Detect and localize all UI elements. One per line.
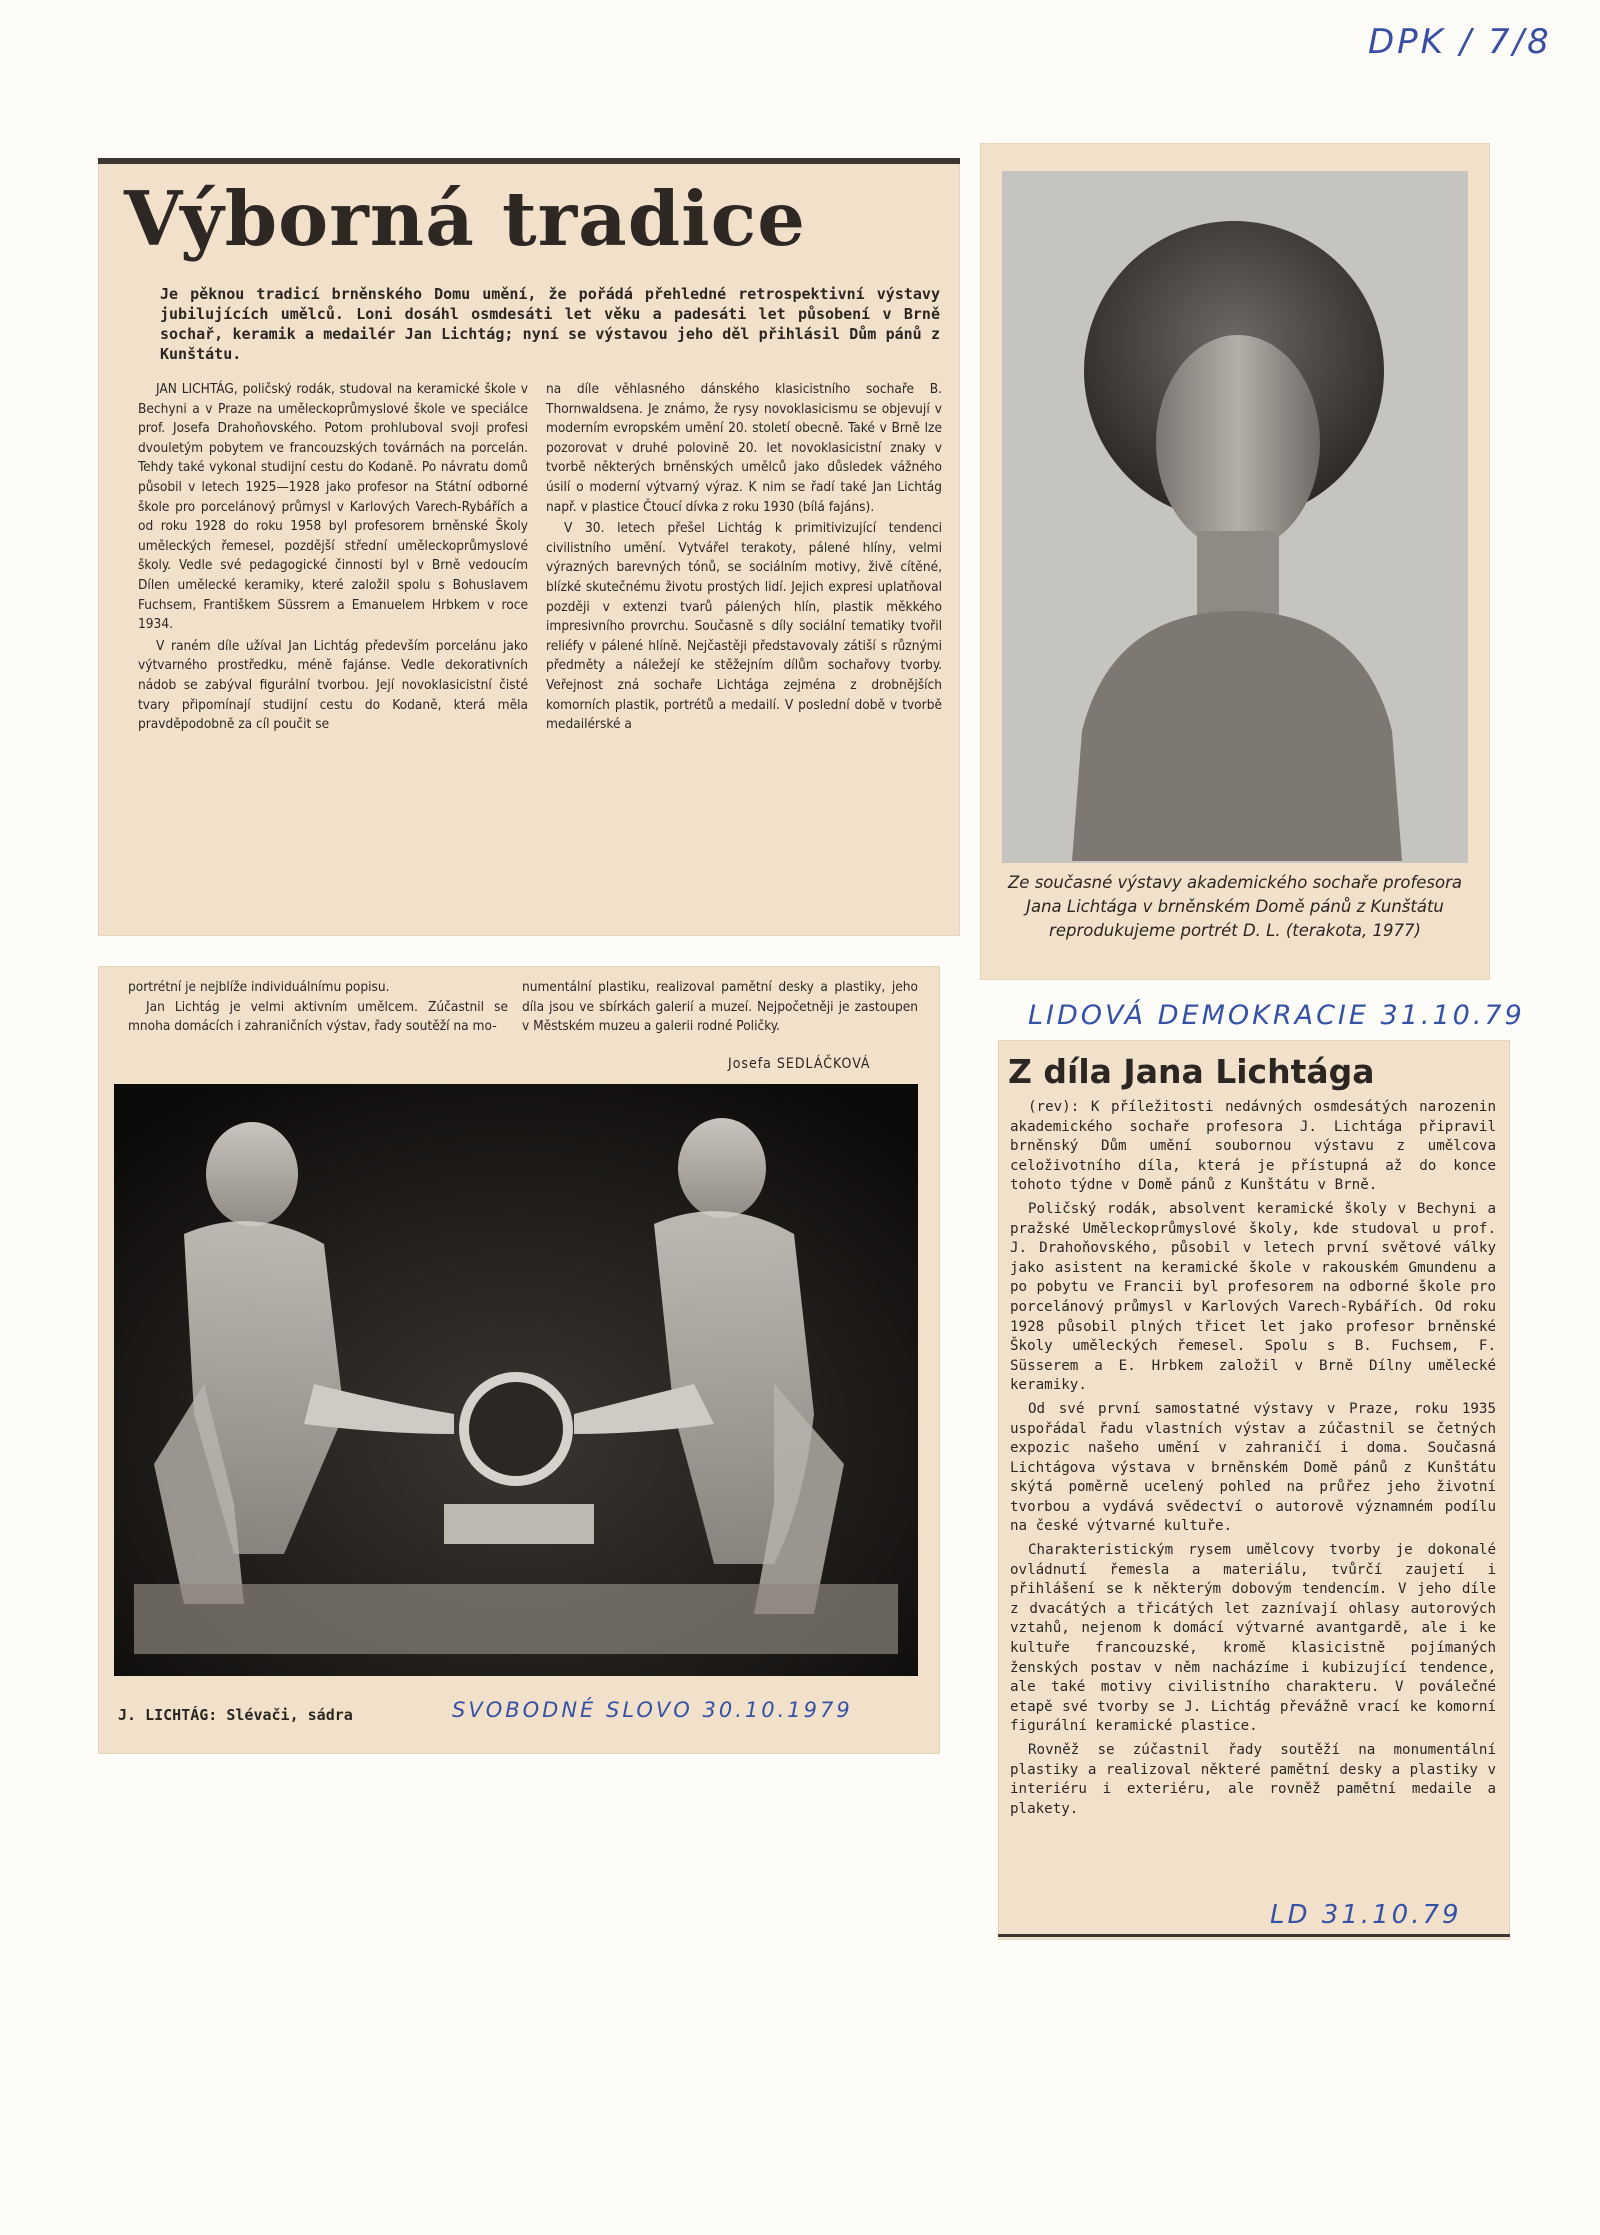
article1-col2-para: V 30. letech přešel Lichtág k primitivizující tendenci civilistního umění. Vytvářel terakoty, pálené hlíny, velmi výrazných barevných tónů, se sociálním motivy, živě cítěné, blízké skutečnému životu prostých lidí. Jejich expresi uplatňoval později v extenzi tvarů pálených hlín, plastik měkkého impresivního provrchu. Současně s díly sociální tematiky tvořil reliéfy v pálené hlíně. Nejčastěji představovaly zátiší s různými předměty a náležejí ke stěžejním dílům sochařovy tvorby. Veřejnost zná sochaře Lichtága zejména z drobnějších komorních plastik, portrétů a medailí. V poslední době v tvorbě medailérské a <box>546 520 942 733</box>
portrait-bust-photo <box>1002 171 1468 863</box>
article1-top-clipping <box>98 158 960 936</box>
article2-paragraph: Rovněž se zúčastnil řady soutěží na monumentální plastiky a realizoval některé pamětní desky a plastiky v interiéru i exteriéru, ale rovněž pamětní medaile a plakety. <box>1010 1742 1496 1817</box>
bust-image <box>1002 171 1468 863</box>
article2-paragraph: Charakteristickým rysem umělcovy tvorby je dokonalé ovládnutí řemesla a materiálu, tvůrčí zaujetí i přihlášení se k některým dobovým tendencím. V jeho díle z dvacátých a třicátých let zaznívají ohlasy autorových vztahů, nejenom k domácí výtvarné avantgardě, ale i ke kultuře francouzské, kromě klasicistně pojímaných ženských postav v něm nacházíme i kubizující tendence, ale také motivy civilistního charakteru. V poválečné etapě své tvorby se J. Lichtág převážně vrací ke komorní figurální keramické plastice. <box>1010 1542 1496 1735</box>
article2-paragraph: Od své první samostatné výstavy v Praze, roku 1935 uspořádal řadu vlastních výstav a zúčastnil se četných expozic našeho umění v zahraničí i doma. Současná Lichtágova výstava v brněnském Domě pánů z Kunštátu skýtá poměrně ucelený pohled na průřez jeho životní tvorbou a vydává svědectví o autorově významném podílu na české výtvarné kultuře. <box>1010 1400 1496 1535</box>
article2-bottom-rule <box>998 1934 1510 1937</box>
archive-mark: DPK / 7/8 <box>1368 22 1552 62</box>
article1-top-rule <box>98 158 960 164</box>
article2-clipping <box>998 1040 1510 1940</box>
article2-headline: Z díla Jana Lichtága <box>1008 1052 1375 1091</box>
article1-col2-para: na díle věhlasného dánského klasicistního sochaře B. Thornwaldsena. Je známo, že rysy novoklasicismu se objevují v moderním evropském umění 20. století obecně. Také v Brně lze pozorovat v druhé polovině 20. let novoklasicistní znaky v tvorbě některých brněnských umělců jako důsledek vážného úsilí o moderní výtvarný výraz. K nim se řadí také Jan Lichtág např. v plastice Čtoucí dívka z roku 1930 (bílá fajáns). <box>546 381 942 515</box>
lidova-demokracie-source-note: LIDOVÁ DEMOKRACIE 31.10.79 <box>1028 1000 1525 1031</box>
article1-bottom-clipping <box>98 966 940 1754</box>
article2-signature: LD 31.10.79 <box>1270 1900 1462 1930</box>
article2-body <box>1010 1098 1496 1898</box>
article1-column-2 <box>546 380 942 928</box>
article1-headline: Výborná tradice <box>124 175 807 263</box>
article2-paragraph: (rev): K příležitosti nedávných osmdesátých narozenin akademického sochaře profesora J. Lichtága připravil brněnský Dům umění soubornou výstavu z umělcova celoživotního díla, která je přístupná až do konce tohoto týdne v Domě pánů z Kunštátu v Brně. <box>1010 1099 1496 1194</box>
article1-col1-para: V raném díle užíval Jan Lichtág především porcelánu jako výtvarného prostředku, méně fajánse. Vedle dekorativních nádob se zabýval figurální tvorbou. Její novoklasicistní čisté tvary připomínají studijní cestu do Kodaně, která měla pravděpodobně za cíl poučit se <box>138 637 528 733</box>
portrait-caption: Ze současné výstavy akademického sochaře profesora Jana Lichtága v brněnském Domě pánů z Kunštátu reprodukujeme portrét D. L. (terakota, 1977) <box>1008 873 1463 940</box>
sculpture-photo-caption: J. LICHTÁG: Slévači, sádra <box>118 1706 353 1724</box>
article1-col1-para: JAN LICHTÁG, poličský rodák, studoval na keramické škole v Bechyni a v Praze na uměleckoprůmyslové škole ve speciálce prof. Josefa Drahoňovského. Potom prohluboval svoji profesi dvouletým pobytem ve francouzských továrnách na porcelán. Tehdy také vykonal studijní cestu do Kodaně. Po návratu domů působil v letech 1925—1928 jako profesor na Státní odborné škole pro porcelánový průmysl v Karlových Varech-Rybářích a od roku 1928 do roku 1958 byl profesorem brněnské Školy uměleckých řemesel, pozdější střední uměleckoprůmyslové školy. Vedle své pedagogické činnosti byl v Brně vedoucím Dílen umělecké keramiky, které založil spolu s Bohuslavem Fuchsem, Františkem Süssrem a Emanuelem Hrbkem v roce 1934. <box>138 381 528 633</box>
article1-col3-para: Jan Lichtág je velmi aktivním umělcem. Zúčastnil se mnoha domácích i zahraničních výstav, řady soutěží na mo- <box>128 998 508 1035</box>
article1-column-3 <box>128 978 508 1092</box>
article1-col3-para: portrétní je nejblíže individuálnímu popisu. <box>128 979 390 995</box>
article2-paragraph: Poličský rodák, absolvent keramické školy v Bechyni a pražské Uměleckoprůmyslové školy, kde studoval u prof. J. Drahoňovského, působil v letech první světové války jako asistent na keramické škole v rakouském Gmundenu a po pobytu ve Francii byl profesorem na odborné škole pro porcelánový průmysl v Karlových Varech-Rybářích. Od roku 1928 působil plných třicet let jako profesor brněnské Školy uměleckých řemesel. Spolu s B. Fuchsem, F. Süsserem a E. Hrbkem založil v Brně Dílny umělecké keramiky. <box>1010 1200 1496 1394</box>
svobodne-slovo-source-note: SVOBODNÉ SLOVO 30.10.1979 <box>452 1698 853 1722</box>
portrait-clipping <box>980 143 1490 980</box>
article1-lead: Je pěknou tradicí brněnského Domu umění, že pořádá přehledné retrospektivní výstavy jubilujících umělců. Loni dosáhl osmdesáti let věku a padesáti let působení v Brně sochař, keramik a medailér Jan Lichtág; nyní se výstavou jeho děl přihlásil Dům pánů z Kunštátu. <box>160 285 940 363</box>
article1-column-1 <box>138 380 528 928</box>
sculpture-image <box>114 1084 918 1676</box>
article1-author: Josefa SEDLÁČKOVÁ <box>728 1056 871 1072</box>
foundrymen-sculpture-photo <box>114 1084 918 1676</box>
article1-col4-para: numentální plastiku, realizoval pamětní desky a plastiky, jeho díla jsou ve sbírkách galerií a muzeí. Nejpočetněji je zastoupen v Městském muzeu a galerii rodné Poličky. <box>522 979 918 1035</box>
